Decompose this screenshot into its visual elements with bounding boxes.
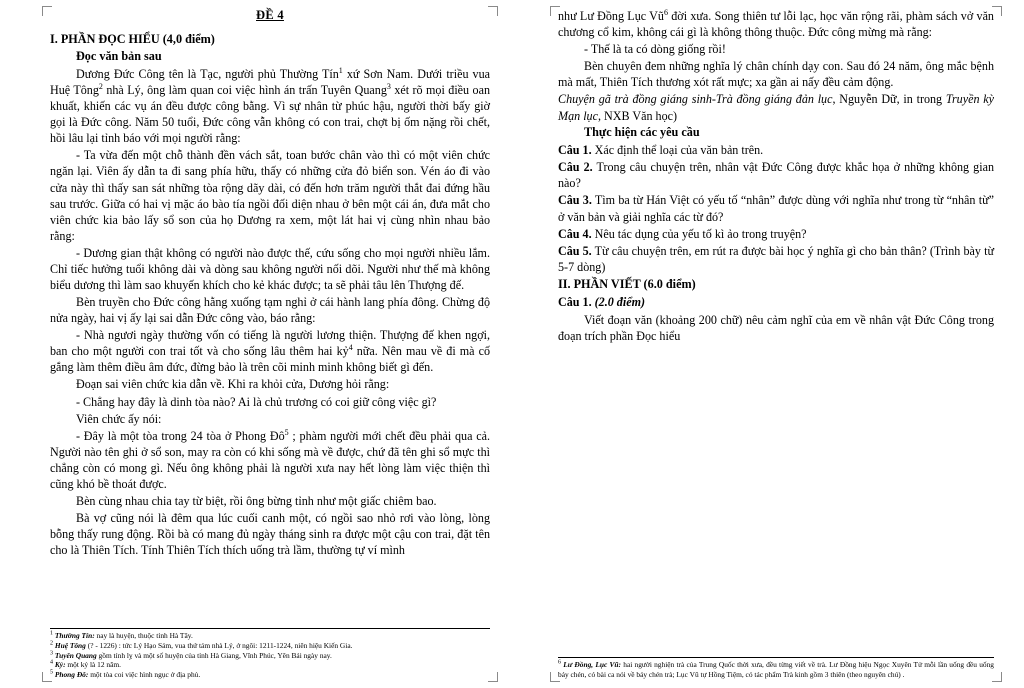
- reading-paragraph: - Đây là một tòa trong 24 tòa ở Phong $Đô^5$ ; phàm người mới chết đều phải qua cả. Người nào tên ghi ở sổ son, may ra còn có khi sống mà về được, chứ đã tên ghi sổ mực thì chẳng còn có mong gì. Nếu ông không phải là người xưa nay hết lòng làm việc thiện thì cũng khó bề thoát được.: [50, 427, 490, 491]
- crop-mark-top-left: [550, 6, 560, 16]
- footnote-item: $^3$ Tuyên Quang gồm tỉnh lỵ và một số huyện của tỉnh Hà Giang, Vĩnh Phúc, Yên Bái ngày nay.: [50, 650, 332, 660]
- sub-heading-read-text: Đọc văn bản sau: [76, 49, 162, 63]
- crop-mark-top-right: [992, 6, 1002, 16]
- section-heading-writing: II. PHẦN VIẾT (6.0 điểm): [558, 277, 696, 292]
- reading-paragraph: - Dương gian thật không có người nào được thế, cứu sống cho mọi người nhiều lắm. Chỉ tiếc hưởng tuổi không dài và dòng sau không người nối dõi. Người như thế mà không biểu dương thì làm sao khuyến khích cho kẻ khác được; ta sẽ phải tâu lên Thượng đế.: [50, 245, 490, 293]
- footnote-item: $^4$ Kỷ: một kỷ là 12 năm.: [50, 660, 121, 670]
- footnote-block-right: [558, 657, 994, 680]
- writing-task-text: Viết đoạn văn (khoảng 200 chữ) nêu cảm nghĩ của em về nhân vật Đức Công trong đoạn trích phần Đọc hiểu: [558, 312, 994, 343]
- reading-paragraph: như Lư Đồng Lục $Vũ^6$ đời xưa. Song thiên tư lỗi lạc, học văn rộng rãi, phàm sách vở văn chương cổ kim, không cái gì là không thông thuộc. Đức công mừng mà rằng:: [558, 7, 994, 40]
- reading-paragraph: Bèn truyền cho Đức công hằng xuống tạm nghỉ ở cái hành lang phía đông. Chừng độ nửa ngày, hai vị ấy lại sai dẫn Đức công vào, báo rằng:: [50, 295, 490, 326]
- crop-mark-top-left: [42, 6, 52, 16]
- reading-paragraph: Bà vợ cũng nói là đêm qua lúc cuối canh một, có ngồi sao nhỏ rơi vào lòng, lòng bỗng thấy rung động. Rồi bà có mang đủ ngày tháng sinh ra được một cậu con trai, đặt tên cho là Thiên Tích. Tính Thiên Tích thích uống trà lầm, thường tự ví mình: [50, 511, 490, 558]
- page-title: ĐỀ 4: [256, 8, 284, 22]
- footnote-item: $^2$ Huệ Tông (? - 1226) : tức Lý Hạo Sảm, vua thứ tám nhà Lý, ở ngôi: 1211-1224, niên hiệu Kiến Gia.: [50, 640, 353, 650]
- footnote-item: $^6$ Lư Đồng, Lục Vũ: hai người nghiện trà của Trung Quốc thời xưa, đều từng viết về trà. Lư Đồng hiệu Ngọc Xuyên Tử mỗi lần uống đều uống bảy chén, có bài ca nói về bảy chén trà; Lục Vũ tự Hồng Tiệm, có tác phẩm Trà kinh gồm 3 thiên (theo nguyên chú) .: [558, 660, 995, 680]
- source-citation: Chuyện gã trà đồng giáng sinh-Trà đồng giáng đản lục, Nguyễn Dữ, in trong Truyền kỳ Mạn lục, NXB Văn học): [558, 92, 994, 123]
- footnote-item: $^1$ Thường Tín: nay là huyện, thuộc tỉnh Hà Tây.: [50, 630, 193, 641]
- question-item: Câu 3. Tìm ba từ Hán Việt có yếu tố “nhân” được dùng với nghĩa như trong từ “nhân từ” ở văn bản và giải nghĩa các từ đó?: [558, 193, 994, 224]
- reading-paragraph: Viên chức ấy nói:: [76, 411, 162, 426]
- crop-mark-top-right: [488, 6, 498, 16]
- reading-dialogue-line: - Thế là ta có dòng giống rồi!: [584, 42, 726, 57]
- section-heading-reading: I. PHẦN ĐỌC HIỂU (4,0 điểm): [50, 32, 215, 46]
- question-item: Câu 2. Trong câu chuyện trên, nhân vật Đức Công được khắc họa ở những không gian nào?: [558, 160, 994, 191]
- reading-paragraph: Dương Đức Công tên là Tạc, người phủ Thường Tín$^1$ xứ Sơn Nam. Dưới triều vua Huệ Tông$^2$ nhà Lý, ông làm quan coi việc hình án trấn Tuyên Quang$^3$ xét rõ mọi điều oan khuất, khiến các vụ án đều được công bằng. Vì sự nhân từ phúc hậu, người thời bấy giờ gọi là Đức công. Năm 50 tuổi, Đức công vẫn không có con trai, chợt bị ốm nặng rồi chết, hồi lâu lại tỉnh báo với mọi người rằng:: [50, 65, 490, 146]
- page-right: [512, 0, 1024, 688]
- question-item: Câu 1. Xác định thể loại của văn bản trên.: [558, 142, 764, 157]
- reading-paragraph: Bèn chuyên đem những nghĩa lý chân chính dạy con. Sau đó 24 năm, ông mắc bệnh mà mất, Thiên Tích thương xót rất mực; xa gần ai nấy đều cảm động.: [558, 59, 994, 90]
- writing-task-label: Câu 1. (2.0 điểm): [558, 295, 646, 310]
- reading-paragraph: - Nhà ngươi ngày thường vốn có tiếng là người lương thiện. Thượng đế khen ngợi, ban cho một người con trai tốt và cho sống lâu thêm hai kỷ$^4$ nữa. Nên mau về đi mà cố gắng làm thêm điều âm đức, đừng bảo là trên cõi minh minh không biết gì đến.: [50, 328, 491, 375]
- tasks-heading: Thực hiện các yêu cầu: [584, 124, 700, 139]
- reading-paragraph: Bèn cùng nhau chia tay từ biệt, rồi ông bừng tỉnh như một giấc chiêm bao.: [76, 494, 437, 509]
- footnote-block-left: [50, 628, 490, 680]
- question-item: Câu 5. Từ câu chuyện trên, em rút ra được bài học ý nghĩa gì cho bản thân? (Trình bày từ 5-7 dòng): [558, 244, 994, 275]
- reading-paragraph: Đoạn sai viên chức kia dẫn về. Khi ra khỏi cửa, Dương hỏi rằng:: [76, 377, 390, 392]
- footnote-item: $^5$ Phong Đô: một tòa coi việc hình ngục ở địa phủ.: [50, 669, 201, 680]
- reading-paragraph: - Chẳng hay đây là dinh tòa nào? Ai là chủ trương có coi giữ công việc gì?: [76, 394, 437, 409]
- question-item: Câu 4. Nêu tác dụng của yếu tố kì ảo trong truyện?: [558, 226, 807, 241]
- reading-paragraph: - Ta vừa đến một chỗ thành đền vách sắt, toan bước chân vào thì có một viên chức ngăn lại. Viên ấy dẫn ta đi sang phía hữu, thấy có những cửa đỏ biển son. Vén áo đi vào cửa này thì thấy san sát những tòa rộng dãy dài, có đến hơn trăm người thắt đai đứng hầu sau trước. Giữa có hai vị mặc áo bào tía ngồi đối diện nhau ở bên một cái án, đưa mắt cho viên chức kia bảo lấy sổ son của họ Dương ra xem, một lát hai vị cùng nhìn nhau bảo rằng:: [50, 148, 490, 243]
